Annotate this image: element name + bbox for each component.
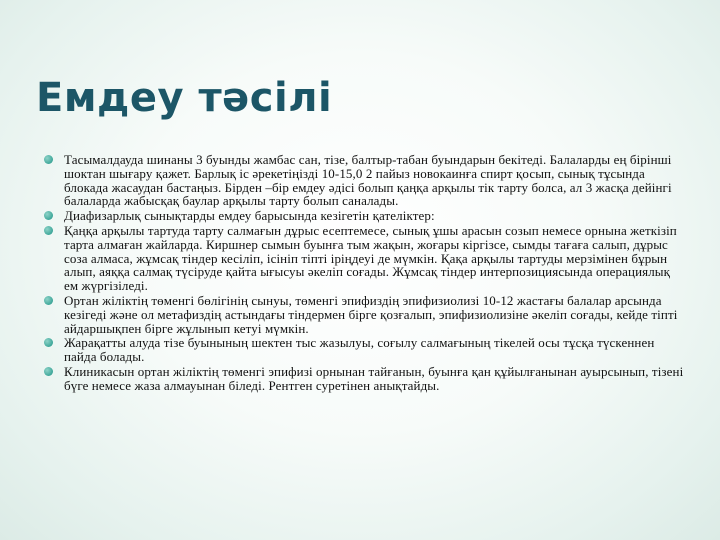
bullet-item-3 [44, 224, 684, 293]
bullet-item-2 [44, 209, 684, 223]
bullet-item-1 [44, 153, 684, 208]
bullet-list [44, 153, 684, 394]
bullet-item-6 [44, 365, 684, 393]
bullet-icon [44, 296, 53, 305]
bullet-text: Тасымалдауда шинаны 3 буынды жамбас сан, тізе, балтыр-табан буындарын бекітеді. Балаларды ең бірінші шоктан шығару қажет. Барлық іс әрекетіңізді 10-15,0 2 пайыз новокаинға спирт қосып, сынық тұсында блокада жасаудан бастаңыз. Бірден –бір емдеу әдісі болып қаңқа арқылы тік тарту болса, ал 3 жасқа дейінгі балаларда жабысқақ баулар арқылы тарту болып саналады. [64, 152, 672, 209]
bullet-icon [44, 155, 53, 164]
bullet-text: Клиникасын ортан жіліктің төменгі эпифизі орнынан тайғанын, буынға қан құйылғанынан ауырсынып, тізені бүге немесе жаза алмауынан біледі. Рентген суретінен анықтайды. [64, 363, 684, 393]
bullet-icon [44, 367, 53, 376]
bullet-text: Қаңқа арқылы тартуда тарту салмағын дұрыс есептемесе, сынық ұшы арасын созып немесе орнына жеткізіп тарта алмаған жайларда. Киршнер сымын буынға тым жақын, жоғары кіргізсе, сымды тағаға салып, дұрыс соза алмаса, жұмсақ тіндер кесіліп, ісініп тіпті іріңдеуі де мүмкін. Қақа арқылы тартуды мерзімінен бұрын алып, аяққа салмақ түсіруде қайта ығысуы әкеліп соғады. Жұмсақ тіндер интерпозициясында операциялық ем жүргізіледі. [64, 222, 677, 294]
bullet-icon [44, 226, 53, 235]
bullet-icon [44, 338, 53, 347]
bullet-item-5 [44, 336, 684, 364]
bullet-icon [44, 211, 53, 220]
bullet-item-4 [44, 294, 684, 335]
slide-title: Емдеу тәсілі [36, 75, 333, 121]
bullet-text: Жарақатты алуда тізе буынының шектен тыс жазылуы, соғылу салмағының тікелей осы тұсқа түскеннен пайда болады. [64, 335, 655, 365]
bullet-text: Ортан жіліктің төменгі бөлігінің сынуы, төменгі эпифиздің эпифизиолизі 10-12 жастағы балалар арсында кезігеді және ол метафиздің астындағы тіндермен бірге қозғалып, эпифизиолизіне әкеліп соғады, кейде тіпті айдаршықпен бірге жұлынып кетуі мүмкін. [64, 292, 678, 336]
bullet-text: Диафизарлық сынықтарды емдеу барысында кезігетін қателіктер: [64, 208, 435, 224]
